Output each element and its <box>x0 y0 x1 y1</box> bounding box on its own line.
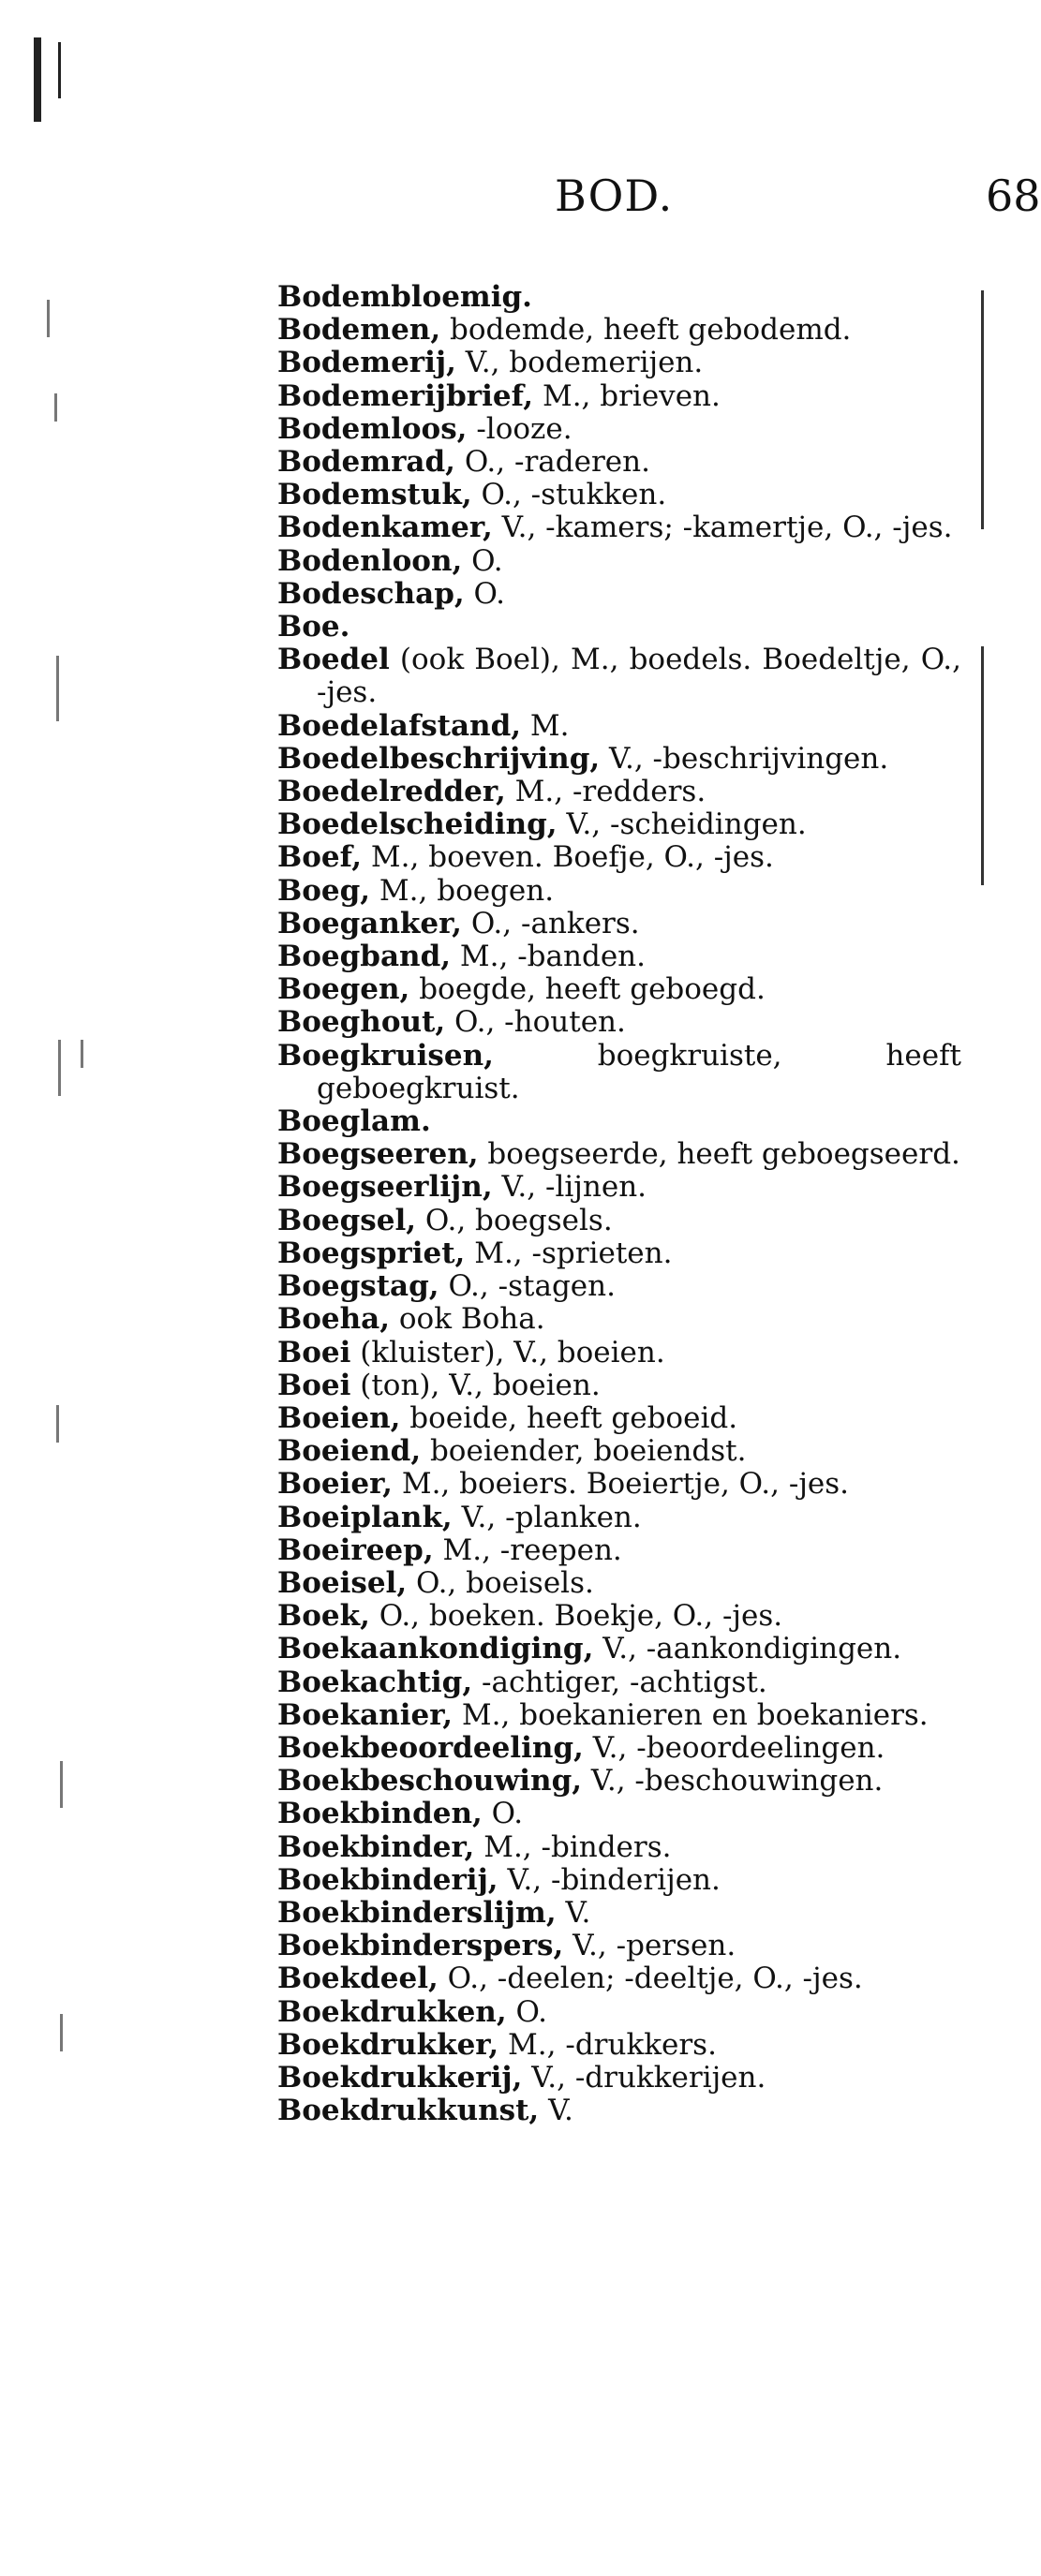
column-rule <box>981 290 984 529</box>
entry-definition: O., -stagen. <box>439 1269 616 1304</box>
entry-definition: M., -binders. <box>474 1829 672 1864</box>
entry-headword: Boegsel, <box>277 1203 417 1237</box>
dictionary-entry <box>277 1237 961 1270</box>
entry-definition: V. <box>556 1895 591 1930</box>
entry-headword: Boekbinderij, <box>277 1862 498 1897</box>
entry-definition: boegde, heeft geboegd. <box>409 972 766 1007</box>
entry-headword: Boegband, <box>277 940 452 974</box>
entry-headword: Bodemerijbrief, <box>277 378 534 413</box>
dictionary-entry <box>277 1567 961 1600</box>
entry-definition: (ook Boel), M., boedels. Boedeltje, O., -jes. <box>317 643 961 710</box>
dictionary-entry <box>277 413 961 446</box>
dictionary-entry <box>277 1930 961 1962</box>
entry-definition: -looze. <box>467 411 573 446</box>
dictionary-entry <box>277 446 961 479</box>
dictionary-entry <box>277 973 961 1006</box>
entry-definition: O., boegsels. <box>416 1203 613 1237</box>
dictionary-entry <box>277 1732 961 1765</box>
dictionary-entry <box>277 1534 961 1567</box>
entry-definition: V., -scheidingen. <box>557 807 807 842</box>
scan-speck <box>47 300 50 337</box>
dictionary-entry <box>277 1040 961 1105</box>
entry-definition: V., -kamers; -kamertje, O., -jes. <box>492 511 953 545</box>
dictionary-entry <box>277 1864 961 1897</box>
dictionary-entry-list <box>277 281 961 2127</box>
dictionary-entry <box>277 644 961 709</box>
dictionary-entry <box>277 545 961 578</box>
entry-headword: Boekdrukkerij, <box>277 2060 523 2095</box>
entry-headword: Bodemerij, <box>277 346 456 380</box>
entry-headword: Boekanier, <box>277 1697 454 1732</box>
entry-definition: V. <box>539 2094 573 2128</box>
entry-definition: V., -beoordeelingen. <box>583 1730 885 1765</box>
dictionary-entry <box>277 1105 961 1138</box>
entry-headword: Boegen, <box>277 972 410 1007</box>
entry-definition: M. <box>521 708 570 743</box>
entry-headword: Bodeschap, <box>277 576 465 611</box>
entry-definition: O., -houten. <box>445 1005 626 1040</box>
entry-definition: O., boeisels. <box>407 1565 594 1600</box>
entry-headword: Boef, <box>277 840 363 875</box>
entry-headword: Boei <box>277 1335 351 1369</box>
dictionary-entry <box>277 2062 961 2095</box>
dictionary-entry <box>277 743 961 776</box>
entry-definition: V., -planken. <box>452 1500 642 1534</box>
dictionary-entry <box>277 1435 961 1468</box>
entry-definition: ook Boha. <box>390 1302 545 1337</box>
dictionary-entry <box>277 1798 961 1830</box>
dictionary-entry <box>277 808 961 841</box>
dictionary-entry <box>277 1369 961 1402</box>
entry-definition: O., boeken. Boekje, O., -jes. <box>369 1599 783 1634</box>
entry-headword: Boek, <box>277 1599 370 1634</box>
dictionary-entry <box>277 314 961 347</box>
dictionary-entry <box>277 281 961 314</box>
entry-definition: M., -drukkers. <box>498 2027 717 2062</box>
entry-definition: bodemde, heeft gebodemd. <box>440 313 852 348</box>
dictionary-entry <box>277 1666 961 1699</box>
page-number: 68 <box>986 170 1041 221</box>
entry-headword: Boedelredder, <box>277 775 506 809</box>
entry-definition: V., -beschouwingen. <box>582 1764 884 1799</box>
dictionary-entry <box>277 1699 961 1732</box>
entry-headword: Boekachtig, <box>277 1665 473 1699</box>
entry-headword: Boedelscheiding, <box>277 807 558 842</box>
entry-definition: O. <box>506 1994 547 2029</box>
entry-definition: O., -ankers. <box>461 906 640 940</box>
entry-headword: Boe. <box>277 610 350 644</box>
entry-headword: Boekbinden, <box>277 1797 483 1831</box>
dictionary-entry <box>277 875 961 908</box>
entry-headword: Boegstag, <box>277 1269 439 1304</box>
entry-definition: M., -redders. <box>505 775 706 809</box>
dictionary-entry <box>277 1996 961 2029</box>
entry-headword: Boekbinderslijm, <box>277 1895 557 1930</box>
scan-speck <box>54 393 57 422</box>
entry-headword: Boedel <box>277 643 390 677</box>
column-rule <box>981 646 984 885</box>
entry-definition: O., -stukken. <box>471 478 667 512</box>
entry-headword: Boekbinder, <box>277 1829 475 1864</box>
entry-headword: Boeg, <box>277 873 371 908</box>
entry-definition: M., boeiers. Boeiertje, O., -jes. <box>392 1467 850 1502</box>
dictionary-entry <box>277 908 961 940</box>
entry-definition: O., -deelen; -deeltje, O., -jes. <box>438 1962 863 1996</box>
entry-headword: Boei <box>277 1368 351 1402</box>
entry-definition: M., boekanieren en boekaniers. <box>453 1697 929 1732</box>
entry-headword: Boeiplank, <box>277 1500 453 1534</box>
dictionary-entry <box>277 1303 961 1336</box>
entry-headword: Boeganker, <box>277 906 462 940</box>
entry-definition: V., -beschrijvingen. <box>600 741 889 776</box>
entry-headword: Boedelafstand, <box>277 708 522 743</box>
entry-definition: M., -sprieten. <box>465 1236 673 1270</box>
entry-headword: Boekbeschouwing, <box>277 1764 583 1799</box>
entry-definition: O. <box>482 1797 524 1831</box>
dictionary-entry <box>277 1897 961 1930</box>
scan-speck <box>58 1040 61 1096</box>
dictionary-entry <box>277 1138 961 1171</box>
dictionary-entry <box>277 380 961 413</box>
dictionary-entry <box>277 1600 961 1633</box>
entry-headword: Boekaankondiging, <box>277 1632 594 1666</box>
dictionary-entry <box>277 1006 961 1039</box>
dictionary-entry <box>277 2029 961 2062</box>
entry-headword: Bodemen, <box>277 313 441 348</box>
scan-speck <box>56 1405 59 1443</box>
entry-definition: V., bodemerijen. <box>455 346 704 380</box>
dictionary-entry <box>277 1502 961 1534</box>
dictionary-entry <box>277 578 961 611</box>
entry-headword: Bodenloon, <box>277 543 463 578</box>
entry-definition: boeide, heeft geboeid. <box>400 1400 738 1435</box>
entry-definition: M., brieven. <box>533 378 721 413</box>
scan-speck <box>60 1761 63 1808</box>
entry-definition: O., -raderen. <box>454 445 650 480</box>
entry-headword: Boeglam. <box>277 1104 431 1139</box>
dictionary-entry <box>277 940 961 973</box>
entry-definition: M., -banden. <box>451 940 646 974</box>
entry-headword: Bodemrad, <box>277 445 455 480</box>
dictionary-entry <box>277 841 961 874</box>
entry-headword: Boegspriet, <box>277 1236 466 1270</box>
entry-definition: M., boeven. Boefje, O., -jes. <box>362 840 774 875</box>
running-head: BOD. <box>555 170 674 221</box>
dictionary-entry <box>277 1337 961 1369</box>
entry-headword: Boekdrukker, <box>277 2027 499 2062</box>
dictionary-entry <box>277 2095 961 2127</box>
dictionary-entry <box>277 1171 961 1204</box>
page-header <box>0 170 1041 227</box>
scan-edge-mark <box>34 37 41 122</box>
entry-headword: Boeien, <box>277 1400 401 1435</box>
entry-definition: V., -drukkerijen. <box>522 2060 766 2095</box>
entry-headword: Boeier, <box>277 1467 393 1502</box>
entry-headword: Bodembloemig. <box>277 280 532 314</box>
entry-headword: Boeha, <box>277 1302 391 1337</box>
dictionary-entry <box>277 1402 961 1435</box>
dictionary-entry <box>277 479 961 511</box>
entry-headword: Boegseerlijn, <box>277 1170 493 1205</box>
dictionary-entry <box>277 611 961 644</box>
entry-headword: Bodemstuk, <box>277 478 472 512</box>
dictionary-entry <box>277 710 961 743</box>
entry-definition: boegseerde, heeft geboegseerd. <box>478 1137 960 1172</box>
dictionary-entry <box>277 1633 961 1666</box>
entry-headword: Boeireep, <box>277 1532 434 1567</box>
entry-headword: Boekbeoordeeling, <box>277 1730 584 1765</box>
dictionary-entry <box>277 1468 961 1501</box>
entry-headword: Boekdrukken, <box>277 1994 507 2029</box>
dictionary-entry <box>277 347 961 379</box>
dictionary-entry <box>277 1205 961 1237</box>
entry-headword: Bodemloos, <box>277 411 468 446</box>
scan-edge-mark <box>58 42 61 98</box>
entry-definition: V., -binderijen. <box>498 1862 721 1897</box>
scan-speck <box>81 1040 83 1068</box>
entry-definition: (kluister), V., boeien. <box>350 1335 665 1369</box>
entry-definition: O. <box>462 543 503 578</box>
dictionary-entry <box>277 1765 961 1798</box>
entry-definition: V., -lijnen. <box>492 1170 647 1205</box>
entry-definition: V., -persen. <box>563 1929 736 1963</box>
dictionary-entry <box>277 1270 961 1303</box>
entry-definition: O. <box>464 576 506 611</box>
entry-headword: Boekdrukkunst, <box>277 2094 540 2128</box>
entry-definition: -achtiger, -achtigst. <box>472 1665 767 1699</box>
scan-speck <box>56 656 59 721</box>
entry-headword: Boeghout, <box>277 1005 446 1040</box>
entry-definition: M., boegen. <box>370 873 555 908</box>
entry-definition: boegkruiste, heeft geboegkruist. <box>317 1038 961 1105</box>
entry-headword: Boeiend, <box>277 1434 422 1469</box>
entry-headword: Boeisel, <box>277 1565 408 1600</box>
dictionary-entry <box>277 1831 961 1864</box>
entry-definition: boeiender, boeiendst. <box>421 1434 747 1469</box>
entry-headword: Boegkruisen, <box>277 1038 494 1073</box>
entry-headword: Boekbinderspers, <box>277 1929 564 1963</box>
entry-headword: Bodenkamer, <box>277 511 493 545</box>
entry-headword: Boedelbeschrijving, <box>277 741 601 776</box>
entry-definition: (ton), V., boeien. <box>350 1368 601 1402</box>
entry-definition: V., -aankondigingen. <box>593 1632 902 1666</box>
entry-definition: M., -reepen. <box>433 1532 622 1567</box>
dictionary-entry <box>277 776 961 808</box>
scan-speck <box>60 2014 63 2051</box>
entry-headword: Boegseeren, <box>277 1137 479 1172</box>
entry-headword: Boekdeel, <box>277 1962 439 1996</box>
dictionary-entry <box>277 1962 961 1995</box>
dictionary-entry <box>277 511 961 544</box>
